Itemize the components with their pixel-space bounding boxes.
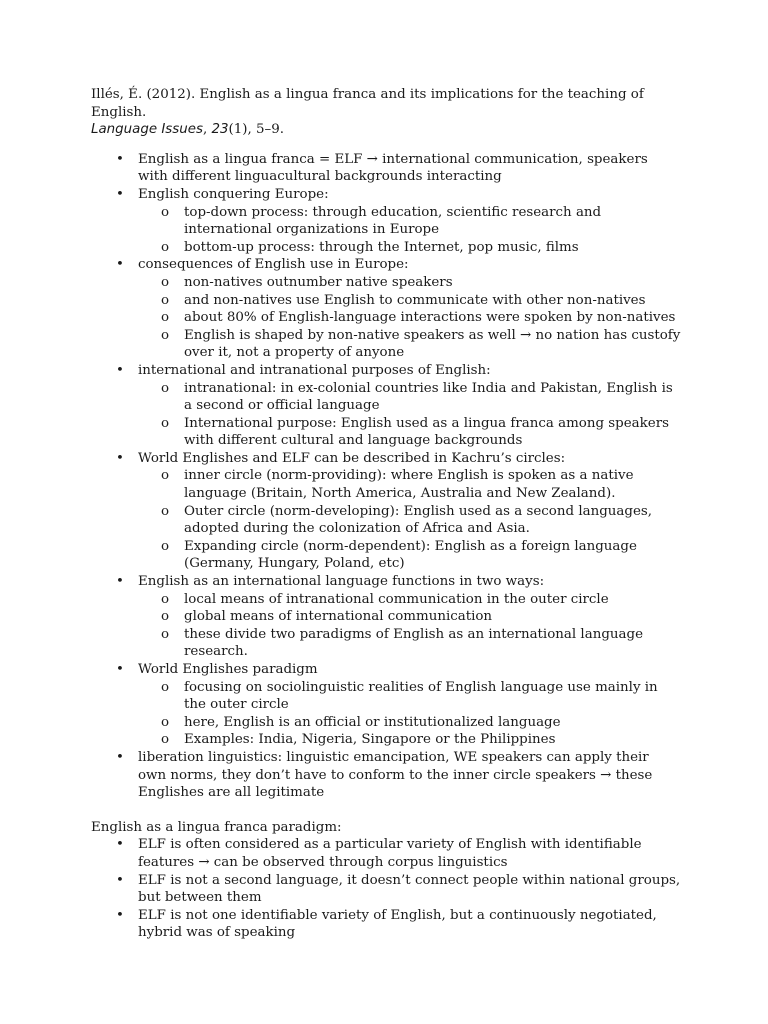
list-item [91,836,681,871]
sub-list-item [138,239,681,257]
sub-bullet-marker: o [160,239,170,255]
sub-list-item [138,415,681,450]
sub-list-item-text: and non-natives use English to communicate with other non-natives [184,292,646,308]
section-heading: English as a lingua franca paradigm: [91,819,342,835]
sub-list-item [138,591,681,609]
list-item-text: liberation linguistics: linguistic emancipation, WE speakers can apply their own norms, they don’t have to conform to the inner circle speakers → these Englishes are all legitimate [138,749,653,801]
citation-sep: , [202,122,212,138]
list-item-text: World Englishes paradigm [138,662,318,677]
sub-list [138,204,681,257]
sub-bullet-marker: o [160,714,170,730]
citation [91,86,681,139]
citation-journal: Language Issues [91,122,203,138]
list-item [91,450,681,573]
list-item-text: consequences of English use in Europe: [138,257,409,273]
sub-list-item-text: Outer circle (norm-developing): English used as a second languages, adopted during the colonization of Africa and Asia. [184,503,653,537]
sub-list-item-text: here, English is an official or institutionalized language [184,714,561,730]
sub-list-item [138,503,681,538]
sub-list-item [138,679,681,714]
citation-rest: (1), 5–9. [228,122,284,138]
sub-bullet-marker: o [160,468,170,484]
list-item-text: international and intranational purposes of English: [138,362,491,378]
sub-list-item [138,538,681,573]
sub-list [138,591,681,661]
list-item [91,256,681,362]
citation-volume: 23 [211,122,229,138]
bullet-marker: • [116,662,124,677]
list-item [91,186,681,256]
bullet-marker: • [116,151,124,167]
sub-bullet-marker: o [160,503,170,519]
list-item [91,872,681,907]
sub-list-item-text: about 80% of English-language interactions were spoken by non-natives [184,310,676,326]
list-item [91,661,681,749]
sub-bullet-marker: o [160,380,170,396]
sub-bullet-marker: o [160,310,170,326]
sub-list-item-text: global means of international communication [184,609,493,625]
citation-prefix: Illés, É. (2012). English as a lingua franca and its implications for the teaching of English. [91,87,644,120]
sub-bullet-marker: o [160,591,170,607]
sub-list-item-text: inner circle (norm-providing): where English is spoken as a native language (Britain, North America, Australia and New Zealand). [184,468,634,502]
list-item-text: English as a lingua franca = ELF → international communication, speakers with different linguacultural backgrounds interacting [138,151,648,185]
list-item [91,907,681,942]
bullet-marker: • [116,450,124,466]
sub-list [138,467,681,573]
sub-list-item [138,327,681,362]
bullet-marker: • [116,749,124,765]
bullet-marker: • [116,837,124,853]
sub-list [138,380,681,450]
sub-list-item [138,714,681,732]
document-page [91,86,681,942]
sub-list-item [138,309,681,327]
sub-list-item [138,608,681,626]
bullet-marker: • [116,907,124,923]
sub-list-item-text: focusing on sociolinguistic realities of English language use mainly in the outer circle [184,679,658,713]
sub-list-item-text: top-down process: through education, scientific research and international organizations in Europe [184,204,602,238]
sub-list-item-text: Examples: India, Nigeria, Singapore or the Philippines [184,732,556,748]
sub-bullet-marker: o [160,292,170,308]
list-item [91,151,681,186]
notes-list [91,151,681,802]
sub-bullet-marker: o [160,679,170,695]
sub-bullet-marker: o [160,204,170,220]
sub-bullet-marker: o [160,626,170,642]
list-item-text: English conquering Europe: [138,186,329,202]
bullet-marker: • [116,257,124,273]
list-item-text: ELF is often considered as a particular variety of English with identifiable features → can be observed through corpus linguistics [138,837,642,870]
sub-list-item [138,274,681,292]
sub-list [138,679,681,749]
bullet-marker: • [116,872,124,888]
sub-bullet-marker: o [160,274,170,290]
sub-list-item [138,731,681,749]
list-item-text: ELF is not a second language, it doesn’t connect people within national groups, but between them [138,872,681,906]
sub-bullet-marker: o [160,732,170,748]
sub-list-item [138,626,681,661]
list-item [91,362,681,450]
sub-list-item [138,204,681,239]
sub-list [138,274,681,362]
bullet-marker: • [116,574,124,590]
sub-list-item [138,380,681,415]
list-item-text: ELF is not one identifiable variety of English, but a continuously negotiated, hybrid was of speaking [138,907,657,941]
list-item [91,749,681,802]
sub-list-item-text: these divide two paradigms of English as an international language research. [184,626,643,660]
sub-list-item-text: Expanding circle (norm-dependent): English as a foreign language (Germany, Hungary, Poland, etc) [184,538,637,572]
sub-list-item [138,292,681,310]
sub-list-item [138,467,681,502]
sub-list-item-text: intranational: in ex-colonial countries like India and Pakistan, English is a second or official language [184,380,673,414]
list-item-text: English as an international language functions in two ways: [138,574,545,590]
sub-bullet-marker: o [160,538,170,554]
sub-list-item-text: International purpose: English used as a lingua franca among speakers with different cultural and language backgrounds [184,415,669,449]
bullet-marker: • [116,186,124,202]
sub-list-item-text: bottom-up process: through the Internet, pop music, films [184,239,579,255]
sub-list-item-text: English is shaped by non-native speakers as well → no nation has custofy over it, not a property of anyone [184,327,681,361]
elf-paradigm-list [91,836,681,942]
sub-list-item-text: local means of intranational communication in the outer circle [184,591,609,607]
sub-bullet-marker: o [160,327,170,343]
list-item [91,573,681,661]
sub-bullet-marker: o [160,609,170,625]
bullet-marker: • [116,362,124,378]
sub-bullet-marker: o [160,415,170,431]
sub-list-item-text: non-natives outnumber native speakers [184,274,453,290]
list-item-text: World Englishes and ELF can be described in Kachru’s circles: [138,450,566,466]
